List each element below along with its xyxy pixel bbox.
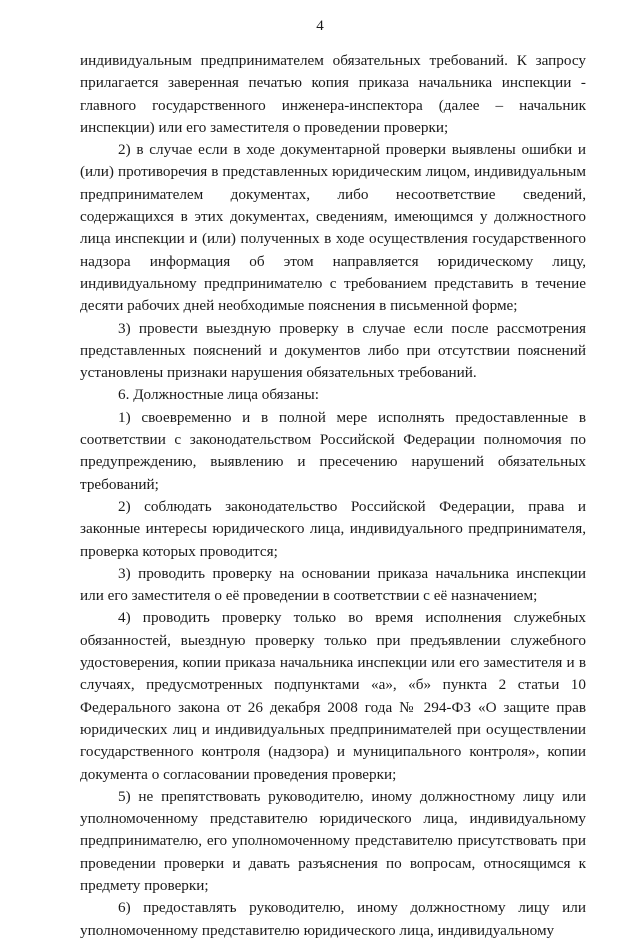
paragraph: 1) своевременно и в полной мере исполнять предоставленные в соответствии с законодательством Российской Федерации полномочия по предупреждению, выявлению и пресечению нарушений обязательных требований; (80, 408, 586, 493)
page-number: 4 (316, 18, 324, 34)
paragraph: 5) не препятствовать руководителю, иному должностному лицу или уполномоченному представителю юридического лица, индивидуальному предпринимателю, его уполномоченному представителю присутствовать при проведении проверки и давать разъяснения по вопросам, относящимся к предмету проверки; (80, 787, 586, 894)
section-heading: 6. Должностные лица обязаны: (118, 386, 319, 404)
paragraph: 2) соблюдать законодательство Российской Федерации, права и законные интересы юридического лица, индивидуального предпринимателя, проверка которых проводится; (80, 497, 586, 560)
document-body (80, 50, 586, 942)
paragraph: 6) предоставлять руководителю, иному должностному лицу или уполномоченному представителю юридического лица, индивидуальному (80, 899, 586, 939)
paragraph: 2) в случае если в ходе документарной проверки выявлены ошибки и (или) противоречия в представленных юридическим лицом, индивидуальным предпринимателем документах, либо несоответствие сведений, содержащихся в этих документах, сведениям, имеющимся у должностного лица инспекции и (или) полученных в ходе осуществления государственного надзора информация об этом направляется юридическому лицу, индивидуальному предпринимателю с требованием представить в течение десяти рабочих дней необходимые пояснения в письменной форме; (80, 141, 586, 315)
paragraph: индивидуальным предпринимателем обязательных требований. К запросу прилагается заверенная печатью копия приказа начальника инспекции - главного государственного инженера-инспектора (далее – начальник инспекции) или его заместителя о проведении проверки; (80, 52, 586, 136)
paragraph: 4) проводить проверку только во время исполнения служебных обязанностей, выездную проверку только при предъявлении служебного удостоверения, копии приказа начальника инспекции или его заместителя и в случаях, предусмотренных подпунктами «а», «б» пункта 2 статьи 10 Федерального закона от 26 декабря 2008 года № 294-ФЗ «О защите прав юридических лиц и индивидуальных предпринимателей при осуществлении государственного контроля (надзора) и муниципального контроля», копии документа о согласовании проведения проверки; (80, 609, 586, 783)
paragraph: 3) проводить проверку на основании приказа начальника инспекции или его заместителя о её проведении в соответствии с её назначением; (80, 564, 586, 605)
paragraph: 3) провести выездную проверку в случае если после рассмотрения представленных пояснений и документов либо при отсутствии пояснений установлены признаки нарушения обязательных требований. (80, 319, 586, 382)
